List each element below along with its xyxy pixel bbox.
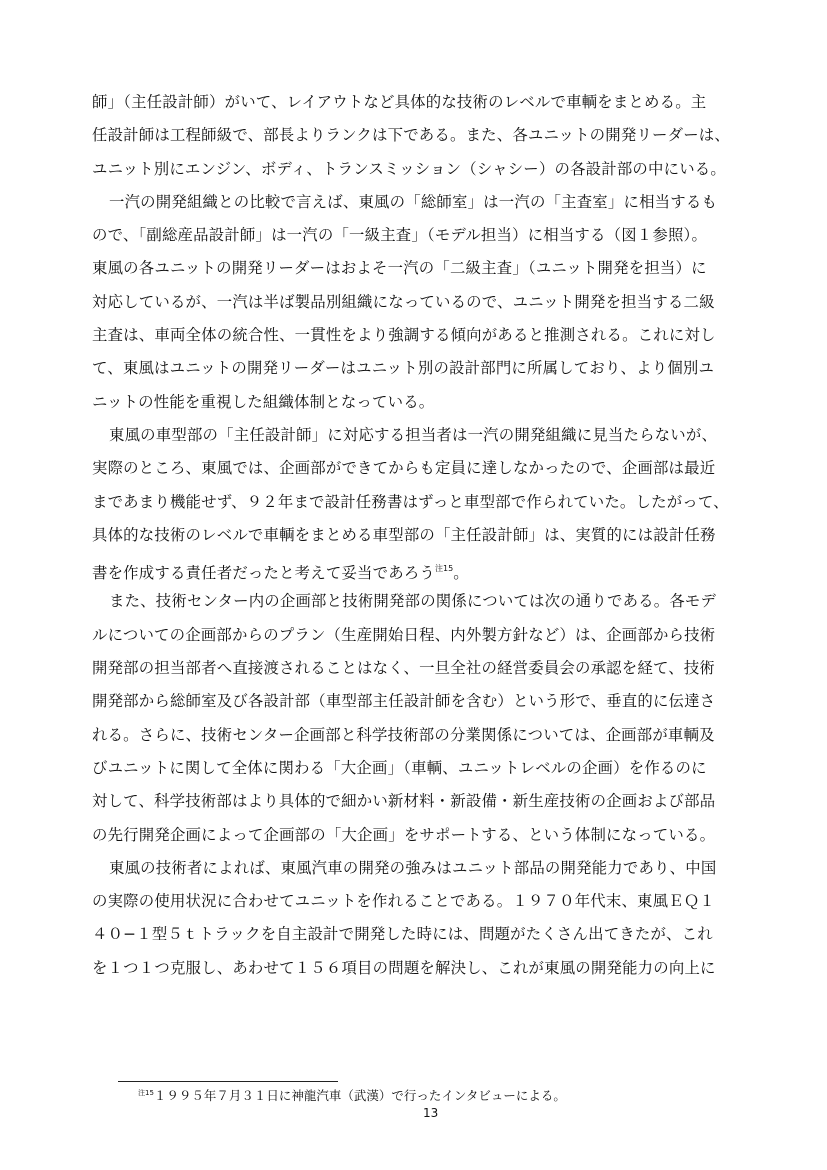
text-line: 東風の技術者によれば、東風汽車の開発の強みはユニット部品の開発能力であり、中国: [109, 858, 717, 877]
text-line: 対応しているが、一汽は半ば製品別組織になっているので、ユニット開発を担当する二級: [92, 292, 715, 311]
text-line: の実際の使用状況に合わせてユニットを作れることである。１９７０年代末、東風ＥＱ１: [92, 892, 716, 911]
text-line: 東風の車型部の「主任設計師」に対応する担当者は一汽の開発組織に見当たらないが、: [109, 425, 718, 444]
footnote: [138, 1085, 566, 1104]
text-line: ルについての企画部からのプラン（生産開始日程、内外製方針など）は、企画部から技術: [92, 625, 716, 644]
text-line: 師」（主任設計師）がいて、レイアウトなど具体的な技術のレベルで車輌をまとめる。主: [92, 93, 707, 111]
text-line: 開発部の担当部者へ直接渡されることはなく、一旦全社の経営委員会の承認を経て、技術: [92, 659, 716, 678]
footnote-marker: 注15: [138, 1089, 154, 1097]
text-line: 開発部から総師室及び各設計部（車型部主任設計師を含む）という形で、垂直的に伝達さ: [92, 692, 716, 711]
text-line: の先行開発企画によって企画部の「大企画」をサポートする、という体制になっている。: [92, 825, 716, 844]
text-line: て、東風はユニットの開発リーダーはユニット別の設計部門に所属しており、より個別ユ: [92, 359, 715, 378]
text-line: 一汽の開発組織との比較で言えば、東風の「総師室」は一汽の「主査室」に相当するも: [109, 192, 718, 211]
text-line: 任設計師は工程師級で、部長よりランクは下である。また、各ユニットの開発リーダーは、: [92, 126, 730, 145]
footnote-text: １９９５年７月３１日に神龍汽車（武漢）で行ったインタビューによる。: [153, 1088, 566, 1103]
footnote-divider: [118, 1081, 338, 1082]
text-line: 主査は、車両全体の統合性、一貫性をより強調する傾向があると推測される。これに対し: [92, 326, 716, 345]
text-line: びユニットに関して全体に関わる「大企画」（車輌、ユニットレベルの企画）を作るのに: [92, 758, 707, 777]
text-line: 具体的な技術のレベルで車輌をまとめる車型部の「主任設計師」は、実質的には設計任務: [92, 525, 716, 544]
text-line: [92, 552, 772, 585]
text-line-end: 。: [453, 564, 469, 583]
text-line: ４０−１型５ｔトラックを自主設計で開発した時には、問題がたくさん出てきたが、これ: [92, 925, 713, 944]
text-line-body: 書を作成する責任者だったと考えて妥当であろう: [92, 564, 435, 583]
page-number: 13: [423, 1106, 439, 1120]
text-line: れる。さらに、技術センター企画部と科学技術部の分業関係については、企画部が車輌及: [92, 725, 715, 744]
text-line: また、技術センター内の企画部と技術開発部の関係については次の通りである。各モデ: [109, 592, 717, 611]
text-line: まであまり機能せず、９２年まで設計任務書はずっと車型部で作られていた。したがって、: [92, 492, 729, 511]
text-line: 東風の各ユニットの開発リーダーはおよそ一汽の「二級主査」（ユニット開発を担当）に: [92, 259, 707, 278]
text-line: ユニット別にエンジン、ボディ、トランスミッション（シャシー）の各設計部の中にいる。: [92, 159, 726, 178]
text-line: ので、「副総産品設計師」は一汽の「一級主査」（モデル担当）に相当する（図１参照）。: [92, 226, 708, 245]
text-line: 対して、科学技術部はより具体的で細かい新材料・新設備・新生産技術の企画および部品: [92, 792, 716, 811]
footnote-reference: 注15: [435, 564, 454, 574]
body-text: [92, 86, 772, 985]
text-line: ニットの性能を重視した組織体制となっている。: [92, 392, 435, 411]
text-line: を１つ１つ克服し、あわせて１５６項目の問題を解決し、これが東風の開発能力の向上に: [92, 958, 716, 977]
text-line: 実際のところ、東風では、企画部ができてからも定員に達しなかったので、企画部は最近: [92, 459, 716, 478]
